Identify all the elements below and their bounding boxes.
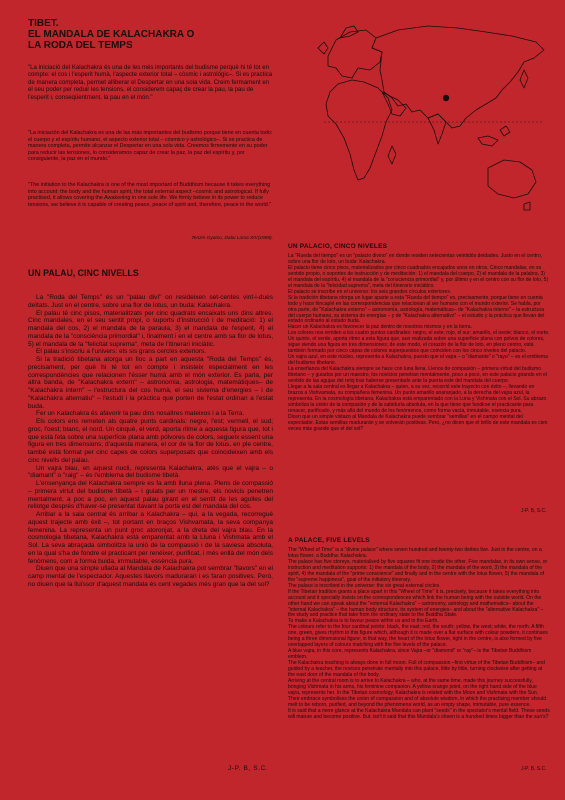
heading-english: A PALACE, FIVE LEVELS	[288, 537, 370, 544]
heading-spanish: UN PALACIO, CINCO NIVELES	[288, 243, 388, 250]
title-line-3: LA RODA DEL TEMPS	[28, 40, 133, 51]
world-map-icon	[288, 18, 550, 232]
paragraph: El palacio se inscribe en el universo: los seis grandes círculos exteriores.	[288, 288, 452, 295]
quote-signature: Tenzin Gyatso, Dalai Lama XIV(1989).	[191, 236, 273, 241]
paragraph: The palace is inscribed in the universe: the six great external circles.	[288, 582, 441, 589]
body-spanish	[288, 254, 550, 433]
quote-english: "The initiation to the Kalachakra is one of the most important of Buddhism because it takes everything into account: the body and the human spirit, the total external aspect –cosmic and astrological. If fully practised, it allows covering the Awakening in one sole life. We firmly believe in its power to reduce tensions, we believe it is capable of creating peace, peace of spirit and, therefore, peace in the world."	[28, 182, 272, 208]
paragraph: El palacio tiene cinco pisos, materializados por cinco cuadrados encajados unos en otros. Cinco mandalas, en su sentido propio, o soportes de instrucción y de meditación: 1) el mandala del cuerpo, 2) el mandala de la palabra, 3) el mandala del espíritu, 4) el mandala de la "consciencia primordial" y, por último y en el centro con su flor de loto, 5) el mandala de la "felicidad suprema", meta del itinerario iniciático.	[288, 264, 549, 289]
main-heading: UN PALAU, CINC NIVELLS	[28, 268, 139, 278]
paragraph: Arribar a la sala central és arribar a Kalachakra – qui, a la vegada, recorregué aquest trajecte amb èxit –, tot portant en braços Vishvamata, la seva companya femenina. La representa un punt groc atoronjat, a la dreta del vajra blau. En la cosmologia tibetana, Kalachakra està emparentat amb la Lluna i Vishmata amb el Sol. La seva abraçada simbolitza la unió de la compassió i de la saviesa absoluta, en la qual s'ha de fondre el practicant per renéixer, purificat, i més enllà del món dels fenòmens, com a forma buida, immutable, essència pura.	[28, 511, 273, 565]
quote-spanish: "La iniciación del Kalachakra es una de las más importantes del budismo porque tiene en cuenta todo: el cuerpo y el espíritu humano, el aspecto exterior total – cósmico y astrológico–. Si se practica de manera completa, permite alcanzar el Despertar en una sola vida. Creemos firmemente en su poder para reducir las tensiones, lo consideramos capaz de crear la paz, la paz del espíritu y, por consiguiente, la paz en el mundo."	[28, 130, 273, 163]
author-initials: J-P. B, S.C.	[228, 765, 269, 772]
paragraph: To make a Kalachakra is to favour peace within us and in the Earth.	[288, 618, 439, 625]
paragraph: La enseñanza del Kalachakra siempre se hace con luna llena. Llenos de compasión – primera virtud del budismo tibetano – y guiados por un maestro, los novicios penetran mentalmente, poco a poco, en este palacio girando en el sentido de las agujas del reloj tras haberse presentado ante la puerta este del mandala del cuerpo.	[288, 366, 547, 385]
paragraph: Fer un Kalachakra és afavorir la pau dins nosaltres mateixos i a la Terra.	[36, 410, 245, 418]
paragraph: The colours refer to the four cardinal points: black, the east; red, the south; yellow, the west; white, the north. A fifth one, green, gives rhythm to this figure which, although it is made over a flat surface with colour powders, it continues being a three dimensional figure; in that way, the heart of the lotus flower, right in the centre, is also formed by five overlapped layers of colours matching with the five levels of the palace.	[288, 624, 548, 649]
world-map-illustration	[288, 18, 550, 232]
paragraph: Dicen que un simple vistazo al Mandala de Kalachakra puede sembrar "semillas" en el campo mental del espectador. Estas semillas madurarán y se volverán positivas. Pero, ¿no dicen que el brillo de este mandala es cien veces más grande que el del sol?	[288, 413, 548, 432]
paragraph: The Kalachakra teaching is always done in full moon. Full of compassion –first virtue of the Tibetan Buddhism– and guided by a teacher, the novices penetrate mentally into this palace, little by little, turning clockwise after getting at the east door of the mandala of the body.	[288, 660, 545, 679]
paragraph: Arriving at the central room is to arrive to Kalachakra – who, at the same time, made this journey successfully, bringing Vishmata in his arms, his feminine companion. A yellow orange point, on the right hand side of the blue vajra, represents her. In the Tibetan cosmology, Kalachakra is related with the Moon and Vishmata with the Sun. Their embrace symbolises the union of compassion and of absolute wisdom, in which the practising member should melt to be reborn, purified, and beyond the phenomena world, as an empty shape, immutable, pure essence.	[288, 677, 547, 708]
paragraph: Diuen que una simple ullada al Mandala de Kalachakra pot sembrar "llavors" en el camp mental de l'espectador. Aquestes llavors maduraran i es faran positives. Però, no diuen que la lluïssor d'aquest mandala és cent vegades més gran que la del sol?	[28, 565, 273, 588]
title-line-2: EL MANDALA DE KALACHAKRA O	[28, 29, 195, 40]
paragraph: Los colores nos remiten a los cuatro puntos cardinales: negro, el este; rojo, el sur; amarillo, el oeste; blanco, el norte. Un quinto, el verde, aporta ritmo a esta figura que, aun realizada sobre una superficie plana con polvos de colores, sigue siendo una figura en tres dimensiones; de este modo, el corazón de la flor de loto, en pleno centro, está también formado por cinco capas de colores superpuestos que coinciden con los cinco niveles del palacio.	[288, 330, 550, 355]
article-title	[28, 18, 273, 51]
author-initials-english: J-P. B, S.C.	[521, 766, 547, 772]
paragraph: Si la tradición tibetana otorga un lugar aparte a esta "Rueda del tiempo" es, precisamente, porque tiene en cuenta todo y hace hincapié en las correspondencias que relacionan al ser humano con el mundo exterior. Se habla, por otra parte, de "Kalachakra externo" – astronomía, astrología, matemáticas– de "Kalachakra interno" – la estructura del cuerpo humano, su sistema de energías – y de "Kalachakra alternativo" – el estudio y la práctica que llevan del estado ordinario al estado buda.	[288, 294, 545, 325]
paragraph: El palau té cinc pisos, materialitzats per cinc quadrats encaixats uns dins altres. Cinc mandales, en el seu sentit propi, o suports d'instrucció i de meditació: 1) el mandala del cos, 2) el mandala de la paraula, 3) el mandala de l'esperit, 4) el mandala de la "consciència primordial" i, finalment i en el centre amb sa flor de lotus, 5) el mandala de la "felicitat suprema", meta de l'itinerari iniciàtic.	[28, 309, 273, 348]
paragraph: Si la tradició tibetana atorga un lloc a part en aquesta "Roda del Temps" és, precisament, per què hi té tot en compte i insisteix especialment en les correspondències que relacionen l'ésser humà amb el món exterior. Es parla, per altra banda, de "Kalachakra extern" – astronomia, astrologia, matemàtiques– de "Kalachakra intern" – l'estructura del cos humà, el seu sistema d'energies – i de "Kalachakra alternatiu" – l'estudi i la pràctica que porten de l'estat ordinari a l'estat buda.	[28, 356, 273, 410]
main-body-catalan	[28, 294, 273, 589]
paragraph: Hacer un Kalachakra es favorecer la paz dentro de nosotros mismos y en la tierra.	[288, 324, 473, 331]
paragraph: El palau s'inscriu a l'univers: els sis grans cercles exteriors.	[36, 348, 207, 356]
title-line-1: TIBET.	[28, 18, 59, 29]
quote-catalan: "La iniciació del Kalachakra és una de les més importants del budisme perquè hi té tot en compte: el cos i l'esperit humà, l'aspecte exterior total – còsmic i astrològic–. Si es practica de manera completa, permet alliberar el Despertar en una sola vida. Creim fermament en el seu poder per reduir les tensions, el considerem capaç de crear la pau, la pau de l'esperit i, conseqüentment, la pau en el món."	[28, 64, 273, 101]
paragraph: Els colors ens remeten als quatre punts cardinals: negre, l'est; vermell, el sud; groc, l'oest; blanc, el nord. Un cinquè, el verd, aporta ritme a aquesta figura que, tot i que està feta sobre una superfície plana amb pólvores de colors, segueix essent una figura en tres dimensions; d'aquesta manera, el cor de la flor de lotus, en ple centre, també està format per cinc capes de colors superposats que coincideixen amb els cinc nivells del palau.	[28, 418, 273, 464]
body-english	[288, 548, 550, 721]
paragraph: Un vajra azul, en este núcleo, representa a Kalachakra, puesto que el vajra – o "diamante" o "rayo" – es el emblema del budismo tibetano.	[288, 354, 548, 367]
paragraph: L'ensenyança del Kalachakra sempre es fa amb lluna plena. Plens de compassió – primera virtut del budisme tibetà – i guiats per un mestre, els novicis penetren mentalment, a poc a poc, en aquest palau girant en el sentit de les agulles del rellotge després d'haver-se presentat davant la porta est del mandala del cos.	[28, 480, 273, 511]
paragraph: La "Roda del Temps" és un "palau diví" on resideixen set-centes vint-i-dues deïtats. Just en el centre, sobre una flor de lotus, un buda: Kalachakra.	[28, 294, 273, 309]
author-initials-spanish: J-P. B, S.C.	[521, 508, 547, 514]
paragraph: It is said that a mere glance at the Kalachakra Mandala can plant "seeds" in the spectator's mental field. These seeds will mature and become positive. But, isn't it said that this Mandala's sheen is a hundred times bigger than the sun's?	[288, 707, 550, 720]
paragraph: A blue vajra, in this core, represents Kalachakra, since Vajra –or "diamond" or "ray"– is the Tibetan Buddhism emblem.	[288, 648, 532, 661]
paragraph: La "Rueda del tiempo" es un "palacio divino" en donde residen setecientas veintidós deidades. Justo en el centro, sobre una flor de loto, un buda: Kalachakra.	[288, 253, 543, 265]
paragraph: Un vajra blau, en aquest nucli, representa Kalachakra, atès que el vajra – o "diamant" o "raig" – és l'emblema del budisme tibetà.	[28, 464, 273, 480]
paragraph: Llegar a la sala central es llegar a Kalachakra – quien, a su vez, recorrió este trayecto con éxito –, llevando en brazos a Vishvamata, su compañera femenina. Un punto amarillo anaranjado, a la derecha del vajra azul, la representa. En la cosmología tibetana, Kalachakra está emparentado con la Luna y Vishmata con el Sol. Su abrazo simboliza la unión de la compasión y de la sabiduría absoluta, en la que tiene que fundirse el practicante para renacer, purificado, y más allá del mundo de los fenómenos, como forma vacía, inmutable, esencia pura.	[288, 383, 547, 414]
paragraph: The palace has five storeys, materialised by five squares fit one inside the other. Five mandalas, in its own sense, or instruction and meditation supports: 1) the mandala of the body, 2) the mandala of the word, 3) the mandala of the spirit, 4) the mandala of the "prime conscience" and finally and in the centre with the lotus flower, 5) the mandala of the "supreme happiness", goal of the initiatory itinerary.	[288, 558, 548, 583]
tibet-location-marker	[443, 95, 449, 101]
paragraph: The "Wheel of Time" is a "divine palace" where seven hundred and twenty-two deities live. Just in the centre, on a lotus flower, a Buddha: Kalachakra.	[288, 547, 542, 559]
paragraph: If the Tibetan tradition grants a place apart in this "Wheel of Time" it is, precisely, because it takes everything into account and it specially insists on the correspondences which link the human being with the outside world. On the other hand we can speak about the "external Kalachakra" – astronomy, astrology and mathematics– about the "internal Kalachakra" – the human body structure, its system of energies– and about the "alternative Kalachakra" – the study and practice that take from the ordinary state to the Buddha State.	[288, 588, 544, 619]
